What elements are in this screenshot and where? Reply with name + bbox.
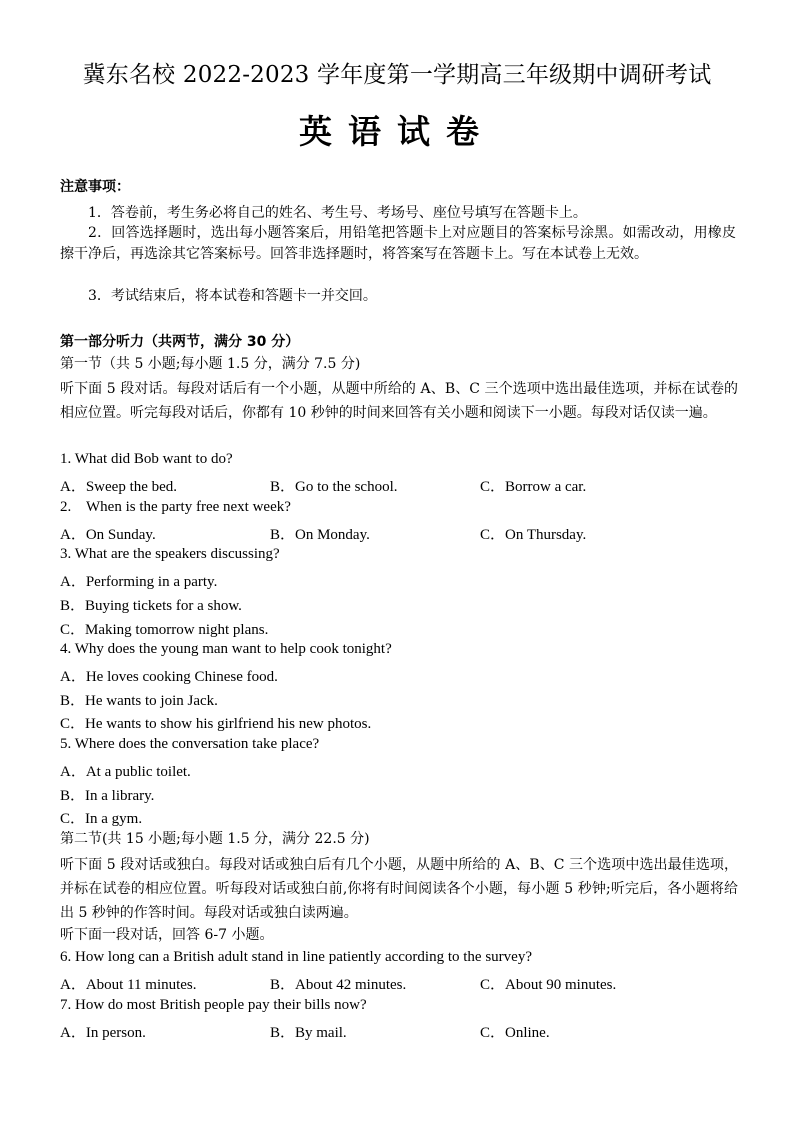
question-2-option-a: A．On Sunday. xyxy=(60,527,156,543)
question-5-option-c: C．In a gym. xyxy=(60,811,143,827)
section2-heading: 第二节(共 15 小题;每小题 1.5 分，满分 22.5 分) xyxy=(60,831,370,847)
question-6-option-c: C．About 90 minutes. xyxy=(480,977,617,993)
question-4-option-a: A．He loves cooking Chinese food. xyxy=(60,669,278,685)
notice-item-1: 1．答卷前，考生务必将自己的姓名、考生号、考场号、座位号填写在答题卡上。 xyxy=(88,205,587,221)
dialog-6-7-intro: 听下面一段对话，回答 6-7 小题。 xyxy=(60,927,274,943)
question-2-option-c: C．On Thursday. xyxy=(480,527,587,543)
question-6-option-b: B．About 42 minutes. xyxy=(270,977,407,993)
notice-item-3: 3．考试结束后，将本试卷和答题卡一并交回。 xyxy=(88,288,377,304)
section2-instructions: 听下面 5 段对话或独白。每段对话或独白后有几个小题，从题中所给的 A、B、C 三个选项中选出最佳选项，并标在试卷的相应位置。听每段对话或独白前,你将有时间阅读各个小题，每小题 5 秒钟;听完后，各小题将给出 5 秒钟的作答时间。每段对话或独白读两遍。 xyxy=(60,857,738,921)
question-5-option-b: B．In a library. xyxy=(60,788,155,804)
question-3-stem: 3. What are the speakers discussing? xyxy=(60,546,280,562)
section1-heading: 第一节（共 5 小题;每小题 1.5 分，满分 7.5 分) xyxy=(60,356,361,372)
question-6-option-a: A．About 11 minutes. xyxy=(60,977,197,993)
question-4-option-c: C．He wants to show his girlfriend his new photos. xyxy=(60,716,372,732)
notice-item-2: 2．回答选择题时，选出每小题答案后，用铅笔把答题卡上对应题目的答案标号涂黑。如需改动，用橡皮擦干净后，再选涂其它答案标号。回答非选择题时，将答案写在答题卡上。写在本试卷上无效。 xyxy=(60,225,736,262)
section1-instructions: 听下面 5 段对话。每段对话后有一个小题，从题中所给的 A、B、C 三个选项中选出最佳选项，并标在试卷的相应位置。听完每段对话后，你都有 10 秒钟的时间来回答有关小题和阅读下一小题。每段对话仅读一遍。 xyxy=(60,381,738,421)
question-7-option-b: B．By mail. xyxy=(270,1025,347,1041)
question-2-stem: When is the party free next week? xyxy=(86,499,291,515)
question-4-stem: 4. Why does the young man want to help cook tonight? xyxy=(60,641,392,657)
part1-heading: 第一部分听力（共两节，满分 30 分） xyxy=(60,334,300,350)
question-1-stem: 1. What did Bob want to do? xyxy=(60,451,233,467)
question-3-option-a: A．Performing in a party. xyxy=(60,574,218,590)
subject-title: 英语试卷 xyxy=(299,112,495,151)
question-2-number: 2. xyxy=(60,499,72,515)
question-6-stem: 6. How long can a British adult stand in line patiently according to the survey? xyxy=(60,949,532,965)
notice-heading: 注意事项： xyxy=(60,179,130,195)
question-1-option-b: B．Go to the school. xyxy=(270,479,398,495)
question-7-option-a: A．In person. xyxy=(60,1025,146,1041)
question-7-option-c: C．Online. xyxy=(480,1025,550,1041)
question-3-option-c: C．Making tomorrow night plans. xyxy=(60,622,269,638)
question-2-option-b: B．On Monday. xyxy=(270,527,370,543)
question-4-option-b: B．He wants to join Jack. xyxy=(60,693,218,709)
question-7-stem: 7. How do most British people pay their bills now? xyxy=(60,997,367,1013)
question-5-stem: 5. Where does the conversation take place? xyxy=(60,736,320,752)
question-3-option-b: B．Buying tickets for a show. xyxy=(60,598,242,614)
question-1-option-a: A．Sweep the bed. xyxy=(60,479,178,495)
question-1-option-c: C．Borrow a car. xyxy=(480,479,587,495)
exam-title: 冀东名校 2022-2023 学年度第一学期高三年级期中调研考试 xyxy=(82,62,712,88)
question-5-option-a: A．At a public toilet. xyxy=(60,764,191,780)
